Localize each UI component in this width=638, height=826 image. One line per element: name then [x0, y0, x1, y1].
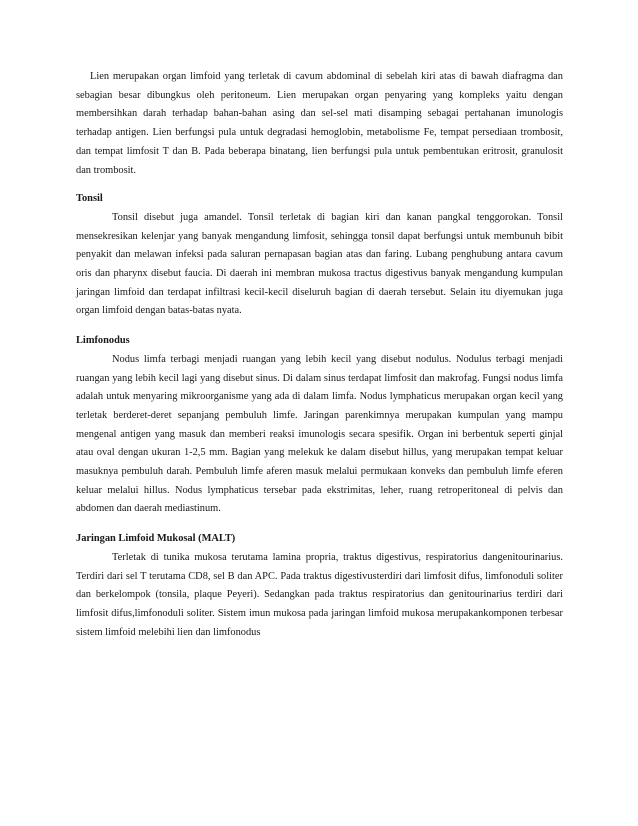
document-page — [76, 68, 563, 642]
section-spacer — [76, 180, 563, 190]
section-heading-tonsil: Tonsil — [76, 193, 103, 205]
section-paragraph-malt: Terletak di tunika mukosa terutama lamina propria, traktus digestivus, respiratorius dangenitourinarius. Terdiri dari sel T terutama CD8, sel B dan APC. Pada traktus digestivusterdiri dari limfosit difus, limfonoduli soliter dan berkelompok (tonsila, plaque Peyeri). Sedangkan pada traktus respiratorius dan genitourinarius terdiri dari limfosit difus,limfonoduli soliter. Sistem imun mukosa pada jaringan limfoid mukosa merupakankomponen terbesar sistem limfoid melebihi lien dan limfonodus — [76, 551, 563, 638]
section-spacer — [76, 321, 563, 332]
section-heading-malt: Jaringan Limfoid Mukosal (MALT) — [76, 533, 236, 545]
section-heading-limfonodus: Limfonodus — [76, 335, 130, 347]
section-paragraph-tonsil: Tonsil disebut juga amandel. Tonsil terletak di bagian kiri dan kanan pangkal tenggorokan. Tonsil mensekresikan kelenjar yang banyak mengandung limfosit, sehingga tonsil dapat berfungsi untuk membunuh bibit penyakit dan melawan infeksi pada saluran pernapasan bagian atas dan faring. Lubang penghubung antara cavum oris dan pharynx disebut faucia. Di daerah ini membran mukosa tractus digestivus banyak mengandung kumpulan jaringan limfoid dan terdapat infiltrasi kecil-kecil diseluruh bagian di daerah tersebut. Selain itu diyemukan juga organ limfoid dengan batas-batas nyata. — [76, 211, 563, 317]
section-spacer — [76, 519, 563, 530]
intro-paragraph: Lien merupakan organ limfoid yang terletak di cavum abdominal di sebelah kiri atas di bawah diafragma dan sebagian besar dibungkus oleh peritoneum. Lien merupakan organ penyaring yang kompleks yaitu dengan membersihkan darah terhadap bahan-bahan asing dan sel-sel mati disamping sebagai pertahanan imunologis terhadap antigen. Lien berfungsi pula untuk degradasi hemoglobin, metabolisme Fe, tempat persediaan trombosit, dan tempat limfosit T dan B. Pada beberapa binatang, lien berfungsi pula untuk pembentukan eritrosit, granulosit dan trombosit. — [76, 71, 563, 176]
section-paragraph-limfonodus: Nodus limfa terbagi menjadi ruangan yang lebih kecil yang disebut nodulus. Nodulus terbagi menjadi ruangan yang lebih kecil lagi yang disebut sinus. Di dalam sinus terdapat limfosit dan makrofag. Fungsi nodus limfa adalah untuk menyaring mikroorganisme yang ada di dalam limfa. Nodus lymphaticus merupakan organ kecil yang terletak berderet-deret sepanjang pembuluh limfe. Jaringan parenkimnya merupakan kumpulan yang mampu mengenal antigen yang masuk dan memberi reaksi imunologis secara spesifik. Organ ini berbentuk seperti ginjal atau oval dengan ukuran 1-2,5 mm. Bagian yang melekuk ke dalam disebut hillus, yang merupakan tempat keluar masuknya pembuluh darah. Pembuluh limfe aferen masuk melalui permukaan konveks dan pembuluh limfe eferen keluar melalui hillus. Nodus lymphaticus tersebar pada ekstrimitas, leher, ruang retroperitoneal di pelvis dan abdomen dan daerah mediastinum. — [76, 353, 563, 515]
